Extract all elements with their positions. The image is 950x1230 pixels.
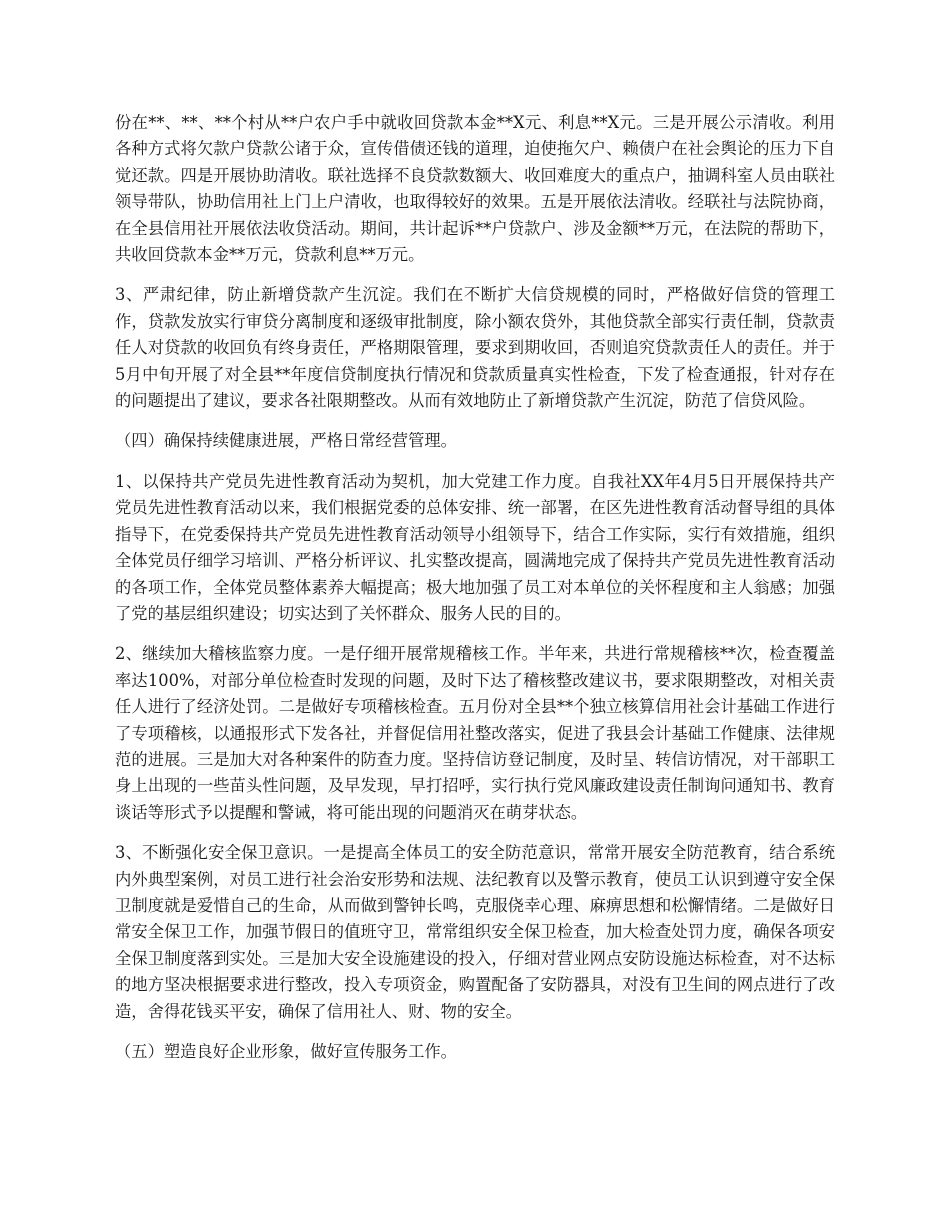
section-heading-four: （四）确保持续健康进展，严格日常经营管理。 <box>115 431 457 451</box>
document-page <box>115 110 835 1079</box>
paragraph-party-building: 1、以保持共产党员先进性教育活动为契机，加大党建工作力度。自我社XX年4月5日开展保持共产党员先进性教育活动以来，我们根据党委的总体安排、统一部署，在区先进性教育活动督导组的具体指导下，在党委保持共产党员先进性教育活动领导小组领导下，结合工作实际，实行有效措施，组织全体党员仔细学习培训、严格分析评议、扎实整改提高，圆满地完成了保持共产党员先进性教育活动的各项工作，全体党员整体素养大幅提高；极大地加强了员工对本单位的关怀程度和主人翁感；加强了党的基层组织建设；切实达到了关怀群众、服务人民的目的。 <box>115 471 835 623</box>
section-heading-five: （五）塑造良好企业形象，做好宣传服务工作。 <box>115 1042 457 1061</box>
paragraph-discipline-new-loans: 3、严肃纪律，防止新增贷款产生沉淀。我们在不断扩大信贷规模的同时，严格做好信贷的管理工作，贷款发放实行审贷分离制度和逐级审批制度，除小额农贷外，其他贷款全部实行责任制，贷款责任人对贷款的收回负有终身责任，严格期限管理，要求到期收回，否则追究贷款责任人的责任。并于5月中旬开展了对全县**年度信贷制度执行情况和贷款质量真实性检查，下发了检查通报，针对存在的问题提出了建议，要求各社限期整改。从而有效地防止了新增贷款产生沉淀，防范了信贷风险。 <box>115 285 835 411</box>
paragraph-security-awareness: 3、不断强化安全保卫意识。一是提高全体员工的安全防范意识，常常开展安全防范教育，结合系统内外典型案例，对员工进行社会治安形势和法规、法纪教育以及警示教育，使员工认识到遵守安全保卫制度就是爱惜自己的生命，从而做到警钟长鸣，克服侥幸心理、麻痹思想和松懈情绪。二是做好日常安全保卫工作，加强节假日的值班守卫，常常组织安全保卫检查，加大检查处罚力度，确保各项安全保卫制度落到实处。三是加大安全设施建设的投入，仔细对营业网点安防设施达标检查，对不达标的地方坚决根据要求进行整改，投入专项资金，购置配备了安防器具，对没有卫生间的网点进行了改造，舍得花钱买平安，确保了信用社人、财、物的安全。 <box>115 843 835 1021</box>
paragraph-audit-supervision: 2、继续加大稽核监察力度。一是仔细开展常规稽核工作。半年来，共进行常规稽核**次，检查覆盖率达100%，对部分单位检查时发现的问题，及时下达了稽核整改建议书，要求限期整改，对相关责任人进行了经济处罚。二是做好专项稽核检查。五月份对全县**个独立核算信用社会计基础工作进行了专项稽核，以通报形式下发各社，并督促信用社整改落实，促进了我县会计基础工作健康、法律规范的进展。三是加大对各种案件的防查力度。坚持信访登记制度，及时呈、转信访情况，对干部职工身上出现的一些苗头性问题，及早发现，早打招呼，实行执行党风廉政建设责任制询问通知书、教育谈话等形式予以提醒和警诫，将可能出现的问题消灭在萌芽状态。 <box>115 644 835 822</box>
paragraph-loan-recovery-methods: 份在**、**、**个村从**户农户手中就收回贷款本金**X元、利息**X元。三是开展公示清收。利用各种方式将欠款户贷款公诸于众，宣传借债还钱的道理，迫使拖欠户、赖债户在社会舆论的压力下自觉还款。四是开展协助清收。联社选择不良贷款数额大、收回难度大的重点户，抽调科室人员由联社领导带队，协助信用社上门上户清收，也取得较好的效果。五是开展依法清收。经联社与法院协商，在全县信用社开展依法收贷活动。期间，共计起诉**户贷款户、涉及金额**万元，在法院的帮助下，共收回贷款本金**万元，贷款利息**万元。 <box>115 113 835 265</box>
